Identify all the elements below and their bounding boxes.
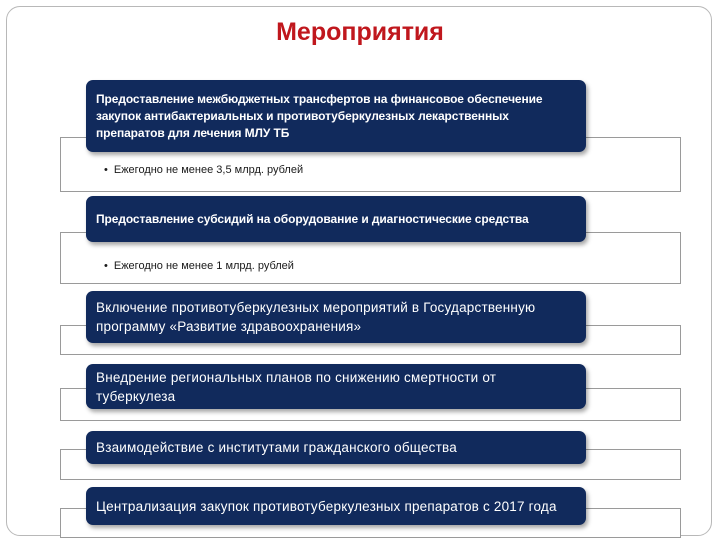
measure-label-4: Внедрение региональных планов по снижению смертности от туберкулеза [96, 369, 497, 404]
measure-bar-1 [86, 80, 586, 152]
measure-detail-text-1: Ежегодно не менее 3,5 млрд. рублей [113, 164, 304, 176]
measure-bar-4 [86, 364, 586, 409]
measure-bar-6 [86, 487, 586, 525]
measure-label-6: Централизация закупок противотуберкулезных препаратов с 2017 года [96, 498, 557, 514]
measure-bar-3 [86, 291, 586, 343]
slide-title: Мероприятия [276, 18, 444, 46]
measure-bar-2 [86, 196, 586, 242]
measure-label-2: Предоставление субсидий на оборудование и диагностические средства [96, 211, 529, 226]
measure-label-5: Взаимодействие с институтами гражданского общества [96, 440, 457, 455]
measure-detail-1: • Ежегодно не менее 3,5 млрд. рублей [104, 164, 304, 176]
measure-label-1: Предоставление межбюджетных трансфертов на финансовое обеспечение закупок антибактериальных и противотуберкулезных лекарственных препаратов для лечения МЛУ ТБ [96, 91, 543, 140]
measure-bar-5 [86, 431, 586, 464]
measure-detail-text-2: Ежегодно не менее 1 млрд. рублей [113, 260, 294, 272]
measure-detail-2: • Ежегодно не менее 1 млрд. рублей [104, 260, 294, 272]
measure-label-3: Включение противотуберкулезных мероприятий в Государственную программу «Развитие здравоохранения» [96, 300, 536, 334]
